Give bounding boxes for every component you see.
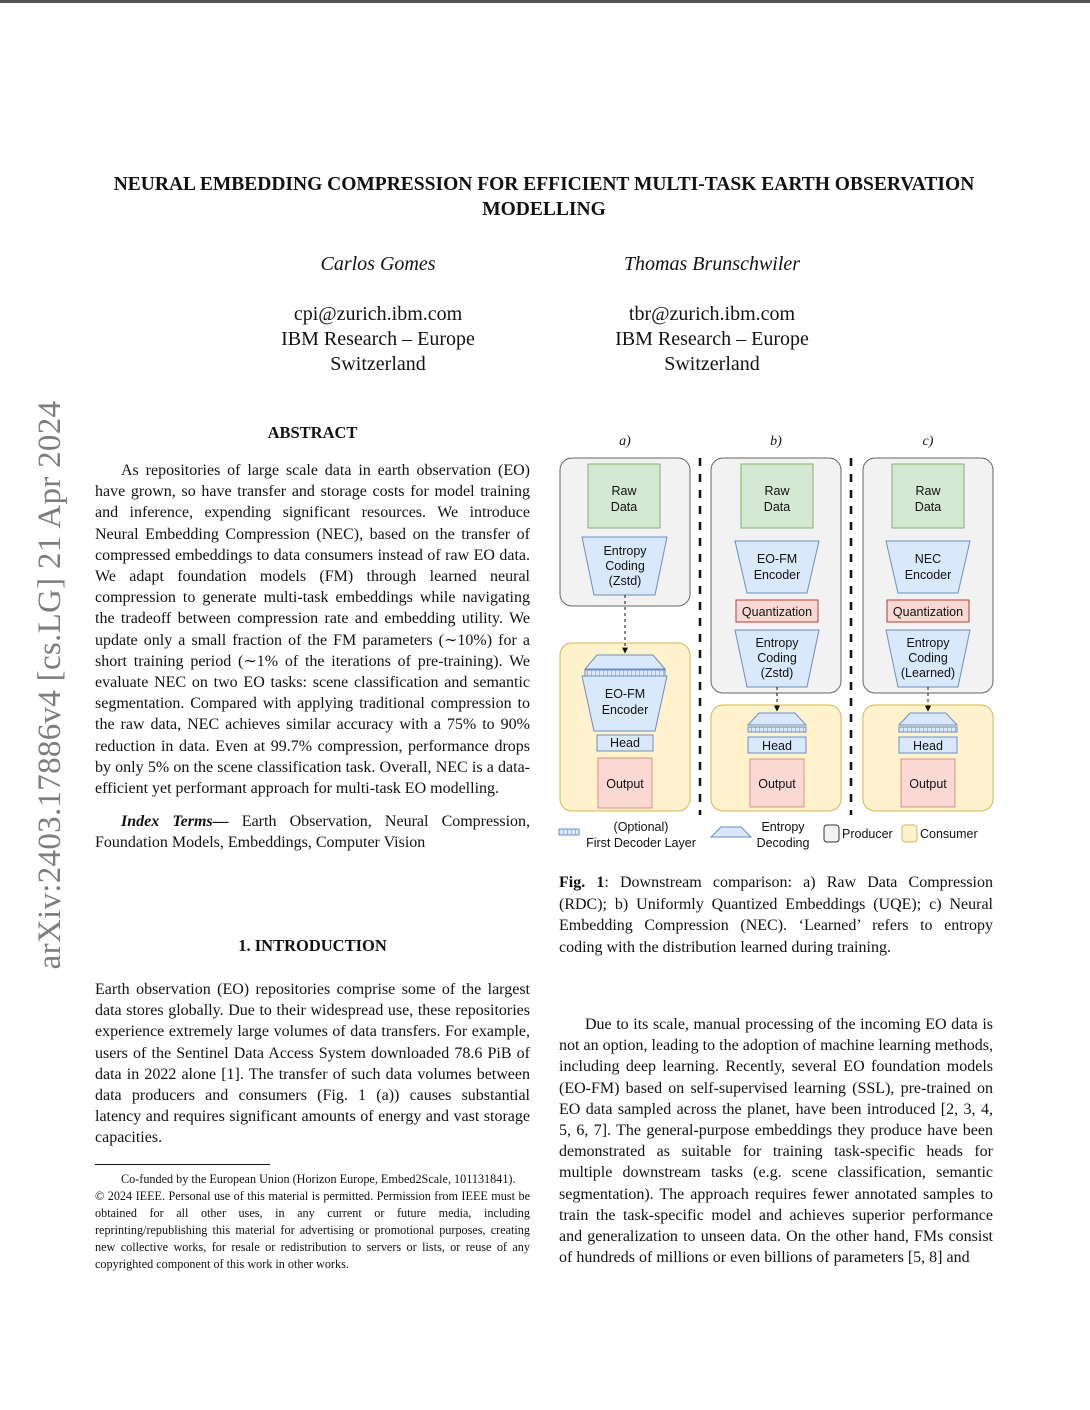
page-top-border — [0, 0, 1090, 3]
entropy-coding-label: (Learned) — [900, 666, 956, 680]
legend-producer-swatch — [824, 825, 839, 842]
raw-data-label: Raw — [915, 484, 941, 498]
caption-label: Fig. 1 — [559, 874, 605, 891]
entropy-coding-label: Coding — [908, 651, 948, 665]
entropy-coding-label: (Zstd) — [760, 666, 794, 680]
entropy-coding-label: Entropy — [603, 544, 647, 558]
abstract-heading: ABSTRACT — [267, 423, 358, 442]
head-label: Head — [913, 739, 943, 753]
raw-data-label: Data — [610, 500, 638, 514]
decoder-layer-block-a — [585, 670, 665, 676]
legend-consumer-swatch — [902, 825, 917, 842]
author-affiliation: IBM Research – Europe — [615, 328, 809, 350]
entropy-decoding-block-b — [748, 713, 806, 725]
head-label: Head — [762, 739, 792, 753]
entropy-decoding-block-c — [899, 713, 957, 725]
author-email: tbr@zurich.ibm.com — [628, 303, 796, 325]
encoder-label: EO-FM — [604, 687, 646, 701]
raw-data-label: Raw — [611, 484, 637, 498]
legend-decoding-label: Entropy — [761, 820, 805, 834]
encoder-label: EO-FM — [756, 552, 798, 566]
quantization-label: Quantization — [892, 605, 964, 619]
abstract-body — [95, 460, 530, 854]
index-terms-label: Index Terms— — [121, 813, 229, 831]
right-column-body — [559, 1014, 993, 1268]
footnote-funding: Co-funded by the European Union (Horizon Europe, Embed2Scale, 101131841). — [121, 1172, 516, 1186]
right-column-text: Due to its scale, manual processing of the incoming EO data is not an option, leading to the adoption of machine learning methods, including deep learning. Recently, several EO foundation models (EO-FM) based on self-supervised learning (SSL), pre-trained on EO data sampled across the planet, have been introduced [2, 3, 4, 5, 6, 7]. The general-purpose embeddings they produce have been demonstrated as suitable for training task-specific heads for multiple downstream tasks (e.g. scene classification, semantic segmentation). The approach requires fewer annotated samples to train the task-specific model and achieves superior performance and generalization to unseen data. On the other hand, FMs consist of hundreds of millions or even billions of parameters [5, 8] and — [559, 1016, 993, 1267]
author-country: Switzerland — [664, 353, 760, 375]
author-name: Thomas Brunschwiler — [623, 253, 801, 275]
encoder-label: NEC — [914, 552, 942, 566]
legend-consumer-label: Consumer — [920, 827, 978, 841]
output-label: Output — [758, 777, 796, 791]
encoder-label: Encoder — [904, 568, 952, 582]
author-name: Carlos Gomes — [320, 253, 436, 275]
abstract-text: As repositories of large scale data in earth observation (EO) have grown, so have transfer and storage costs for model training and inference, expending significant resources. We introduce Neural Embedding Compression (NEC), based on the transfer of compressed embeddings to data consumers instead of raw EO data. We adapt foundation models (FM) through learned neural compression to generate multi-task embeddings while navigating the tradeoff between compression rate and embedding utility. We update only a small fraction of the FM parameters (∼10%) for a short training period (∼1% of the iterations of pre-training). We evaluate NEC on two EO tasks: scene classification and semantic segmentation. Compared with applying traditional compression to the raw data, NEC achieves similar accuracy with a 75% to 90% reduction in data. Even at 99.7% compression, performance drops by only 5% on the scene classification task. Overall, NEC is a data-efficient yet performant approach for multi-task EO modelling. — [95, 462, 530, 798]
legend-decoding-swatch — [711, 827, 751, 837]
entropy-coding-label: Coding — [605, 559, 645, 573]
legend-producer-label: Producer — [842, 827, 893, 841]
intro-text: Earth observation (EO) repositories comprise some of the largest data stores globally. Due to their widespread use, these repositories experience extremely large volumes of data transfers. For example, users of the Sentinel Data Access System downloaded 78.6 PiB of data in 2022 alone [1]. The transfer of such data volumes between data producers and consumers (Fig. 1 (a)) causes substantial latency and requires significant amounts of energy and vast storage capacities. — [95, 981, 530, 1147]
raw-data-label: Data — [914, 500, 942, 514]
intro-body — [95, 979, 530, 1149]
footnote-copyright: © 2024 IEEE. Personal use of this material is permitted. Permission from IEEE must be obtained for all other uses, in any current or future media, including reprinting/republishing this material for advertising or promotional purposes, creating new collective works, for resale or redistribution to servers or lists, or reuse of any copyrighted component of this work in other works. — [95, 1188, 530, 1271]
legend-decoder-swatch — [559, 829, 579, 835]
author-block-2 — [512, 252, 912, 377]
legend-decoder-label: (Optional) — [613, 820, 669, 834]
figure-1 — [555, 425, 997, 855]
caption-text: : Downstream comparison: a) Raw Data Compression (RDC); b) Uniformly Quantized Embeddings (UQE); c) Neural Embedding Compression (NEC). ‘Learned’ refers to entropy coding with the distribution learned during training. — [559, 874, 994, 956]
eofm-encoder-block-b — [735, 541, 819, 593]
output-label: Output — [909, 777, 947, 791]
entropy-coding-label: Coding — [757, 651, 797, 665]
author-country: Switzerland — [330, 353, 426, 375]
index-terms — [95, 811, 530, 853]
decoder-layer-block-c — [899, 727, 957, 732]
head-label: Head — [610, 736, 640, 750]
encoder-label: Encoder — [601, 703, 649, 717]
panel-label-b: b) — [770, 434, 782, 449]
paper-title: NEURAL EMBEDDING COMPRESSION FOR EFFICIENT MULTI-TASK EARTH OBSERVATION MODELLING — [113, 174, 975, 220]
decoder-layer-block-b — [748, 727, 806, 732]
figure-caption — [559, 872, 993, 958]
quantization-label: Quantization — [741, 605, 813, 619]
panel-label-a: a) — [619, 434, 631, 449]
footnote-rule — [95, 1164, 270, 1165]
legend-decoding-label: Decoding — [756, 836, 810, 850]
panel-label-c: c) — [922, 434, 934, 449]
nec-encoder-block-c — [886, 541, 970, 593]
entropy-coding-label: Entropy — [755, 636, 799, 650]
raw-data-label: Raw — [764, 484, 790, 498]
footnote — [95, 1171, 530, 1272]
author-affiliation: IBM Research – Europe — [281, 328, 475, 350]
entropy-coding-label: Entropy — [906, 636, 950, 650]
legend-decoder-label: First Decoder Layer — [586, 836, 696, 850]
index-terms-text: Earth Observation, Neural Compression, Foundation Models, Embeddings, Computer Vision — [95, 813, 531, 852]
encoder-label: Encoder — [753, 568, 801, 582]
entropy-decoding-block-a — [585, 655, 665, 669]
arxiv-stamp: arXiv:2403.17886v4 [cs.LG] 21 Apr 2024 — [32, 400, 68, 970]
author-email: cpi@zurich.ibm.com — [293, 303, 463, 325]
entropy-coding-label: (Zstd) — [608, 574, 642, 588]
intro-heading: 1. INTRODUCTION — [238, 936, 387, 955]
raw-data-label: Data — [763, 500, 791, 514]
output-label: Output — [606, 777, 644, 791]
